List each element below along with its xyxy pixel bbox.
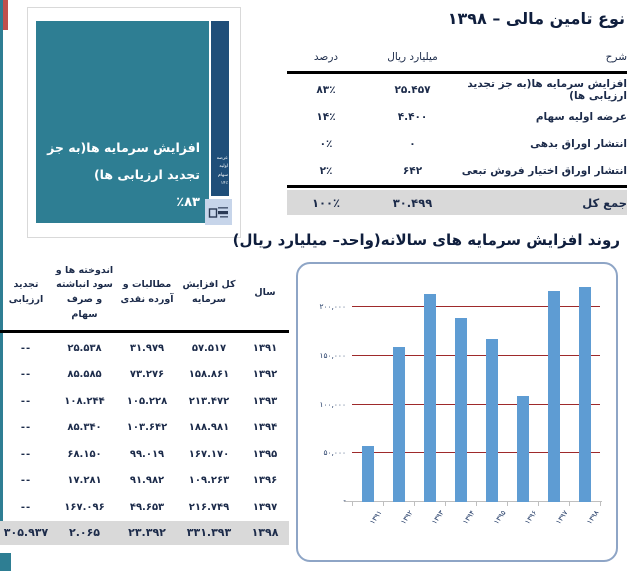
financing-treemap: [27, 7, 241, 238]
capital-year-cell: ۱۳۹۸: [241, 521, 289, 545]
publisher-logo: [205, 199, 232, 225]
chart-x-tick-label: ۱۳۹۱: [367, 509, 384, 526]
chart-x-tick-label: ۱۳۹۸: [584, 509, 601, 526]
financing-col-header: میلیارد ریال: [387, 51, 438, 63]
financing-row-value: ۰: [409, 137, 416, 150]
capital-col-header: مطالبات و آورده نقدی: [120, 279, 174, 305]
capital-value-cell: --: [20, 475, 32, 487]
treemap-ipo-cell: [211, 21, 229, 196]
capital-col-header: کل افزایش سرمایه: [182, 279, 236, 305]
capital-year-cell: ۱۳۹۲: [252, 369, 278, 381]
table-rule: [287, 71, 627, 74]
capital-value-cell: ۷۳.۲۷۶: [129, 369, 165, 381]
treemap-ipo-label-line1: عرضه اولیه: [216, 155, 228, 170]
capital-value-cell: ۱۰۸.۲۴۴: [64, 395, 105, 407]
financing-row-value: ۱۴٪: [316, 110, 336, 123]
capital-value-cell: ۵۷.۵۱۷: [191, 342, 227, 354]
financing-row-label: عرضه اولیه سهام: [535, 110, 627, 123]
capital-value-cell: --: [20, 422, 32, 434]
financing-row-label: افزایش سرمایه ها(به جز تجدید ارزیابی ها): [467, 77, 627, 102]
chart-gridline: [352, 404, 600, 405]
capital-history-table: [0, 256, 289, 545]
capital-value-cell: --: [20, 501, 32, 513]
chart-axis-tick: [445, 502, 446, 506]
chart-axis-tick: [569, 502, 570, 506]
capital-col-header: سال: [254, 286, 276, 298]
table-rule: [0, 330, 289, 333]
financing-row-label: انتشار اوراق بدهی: [530, 137, 627, 150]
treemap-ipo-percent: ۱۴٪: [220, 181, 228, 187]
financing-row-value: ۲۵.۴۵۷: [394, 83, 431, 96]
capital-value-cell: ۳۳۱.۳۹۳: [177, 521, 241, 545]
chart-axis-tick: [507, 502, 508, 506]
chart-bar: [455, 318, 467, 502]
chart-x-tick-label: ۱۳۹۳: [429, 509, 446, 526]
financing-row-value: ۸۳٪: [316, 83, 336, 96]
capital-value-cell: ۶۸.۱۵۰: [67, 448, 102, 460]
chart-axis-tick: [383, 502, 384, 506]
chart-plot-area: [352, 278, 601, 526]
chart-bar: [486, 339, 498, 502]
capital-value-cell: ۱۰۹.۲۶۳: [188, 475, 230, 487]
chart-y-tick-label: ۲۰۰,۰۰۰: [319, 302, 346, 312]
left-edge-red-strip: [3, 0, 8, 30]
treemap-main-label: افزایش سرمایه ها(به جز تجدید ارزیابی ها): [47, 140, 200, 183]
capital-value-cell: ۱۰۵.۲۲۸: [126, 395, 168, 407]
table-rule: [287, 185, 627, 188]
chart-bar: [579, 287, 591, 502]
chart-y-tick-label: ۵۰,۰۰۰: [323, 448, 346, 458]
capital-value-cell: ۱۶۷.۱۷۰: [188, 448, 230, 460]
financing-total-label: جمع کل: [460, 190, 627, 215]
chart-bar: [362, 446, 374, 502]
capital-value-cell: ۸۵.۳۴۰: [67, 422, 102, 434]
chart-bar: [548, 291, 560, 502]
financing-row-value: ۶۴۲: [402, 164, 423, 177]
chart-axis-tick: [538, 502, 539, 506]
chart-title: روند افزایش سرمایه های سالانه(واحد– میلیارد ریال): [232, 231, 620, 249]
capital-value-cell: ۲۵.۵۳۸: [67, 342, 102, 354]
capital-year-cell: ۱۳۹۵: [252, 448, 278, 460]
financing-total-value: ۳۰.۴۹۹: [365, 190, 460, 215]
financing-row-value: ۲٪: [319, 164, 333, 177]
capital-value-cell: ۱۵۸.۸۶۱: [188, 369, 230, 381]
capital-year-cell: ۱۳۹۱: [252, 342, 278, 354]
capital-value-cell: ۱۶۷.۰۹۶: [64, 501, 105, 513]
capital-value-cell: --: [20, 448, 32, 460]
chart-gridline: [352, 306, 600, 307]
chart-x-tick-label: ۱۳۹۵: [491, 509, 508, 526]
chart-axis-tick: [600, 502, 601, 506]
capital-value-cell: --: [20, 342, 32, 354]
capital-value-cell: ۴۹.۶۵۳: [129, 501, 165, 513]
capital-col-header: تجدید ارزیابی: [8, 279, 44, 305]
capital-value-cell: ۲.۰۶۵: [52, 521, 117, 545]
financing-col-header: درصد: [313, 51, 339, 63]
capital-value-cell: ۱۷.۲۸۱: [67, 475, 102, 487]
chart-y-tick-label: ۱۵۰,۰۰۰: [319, 350, 346, 360]
chart-bar: [424, 294, 436, 502]
financing-row-value: ۰٪: [319, 137, 333, 150]
capital-value-cell: --: [20, 395, 32, 407]
chart-gridline: [352, 452, 600, 453]
publisher-logo-icon: [208, 204, 230, 220]
chart-axis-tick: [352, 502, 353, 506]
chart-y-tick-label: ۱۰۰,۰۰۰: [319, 399, 346, 409]
chart-y-zero-label: -: [343, 496, 346, 505]
capital-value-cell: ۲۱۳.۴۷۲: [188, 395, 230, 407]
treemap-capital-increase-cell: [36, 21, 209, 223]
treemap-main-percent: ٪۸۳: [176, 195, 200, 211]
chart-bar: [393, 347, 405, 502]
chart-x-tick-label: ۱۳۹۶: [522, 509, 539, 526]
chart-axis-tick: [476, 502, 477, 506]
capital-value-cell: ۳۱.۹۷۹: [129, 342, 165, 354]
capital-value-cell: ۱۰۳.۶۴۲: [126, 422, 168, 434]
financing-table-title: نوع تامین مالی – ۱۳۹۸: [447, 9, 625, 28]
chart-axis-tick: [414, 502, 415, 506]
capital-value-cell: ۳۰۵.۹۳۷: [0, 521, 52, 545]
capital-value-cell: ۹۹.۰۱۹: [129, 448, 165, 460]
capital-value-cell: ۲۳.۳۹۲: [117, 521, 177, 545]
chart-x-tick-label: ۱۳۹۷: [553, 509, 570, 526]
bottom-left-teal-strip: [0, 553, 11, 571]
capital-value-cell: --: [20, 369, 32, 381]
chart-gridline: [352, 355, 600, 356]
financing-table: [287, 44, 627, 215]
chart-x-tick-label: ۱۳۹۴: [460, 509, 477, 526]
capital-value-cell: ۹۱.۹۸۲: [129, 475, 165, 487]
capital-year-cell: ۱۳۹۶: [252, 475, 278, 487]
capital-col-header: اندوخته ها و سود انباشته و صرف سهام: [55, 264, 114, 320]
chart-bar: [517, 396, 529, 502]
capital-year-cell: ۱۳۹۴: [252, 422, 278, 434]
financing-row-label: انتشار اوراق اختیار فروش تبعی: [461, 164, 627, 177]
treemap-ipo-label-line2: سهام: [217, 172, 228, 178]
capital-year-cell: ۱۳۹۷: [252, 501, 278, 513]
financing-row-value: ۴.۴۰۰: [397, 110, 428, 123]
capital-value-cell: ۸۵.۵۸۵: [67, 369, 102, 381]
capital-value-cell: ۱۸۸.۹۸۱: [188, 422, 230, 434]
annual-capital-bar-chart: [296, 262, 618, 562]
capital-year-cell: ۱۳۹۳: [252, 395, 278, 407]
financing-col-header: شرح: [605, 51, 627, 63]
financing-total-value: ۱۰۰٪: [287, 190, 365, 215]
chart-x-tick-label: ۱۳۹۲: [398, 509, 415, 526]
capital-value-cell: ۲۱۶.۷۴۹: [188, 501, 230, 513]
